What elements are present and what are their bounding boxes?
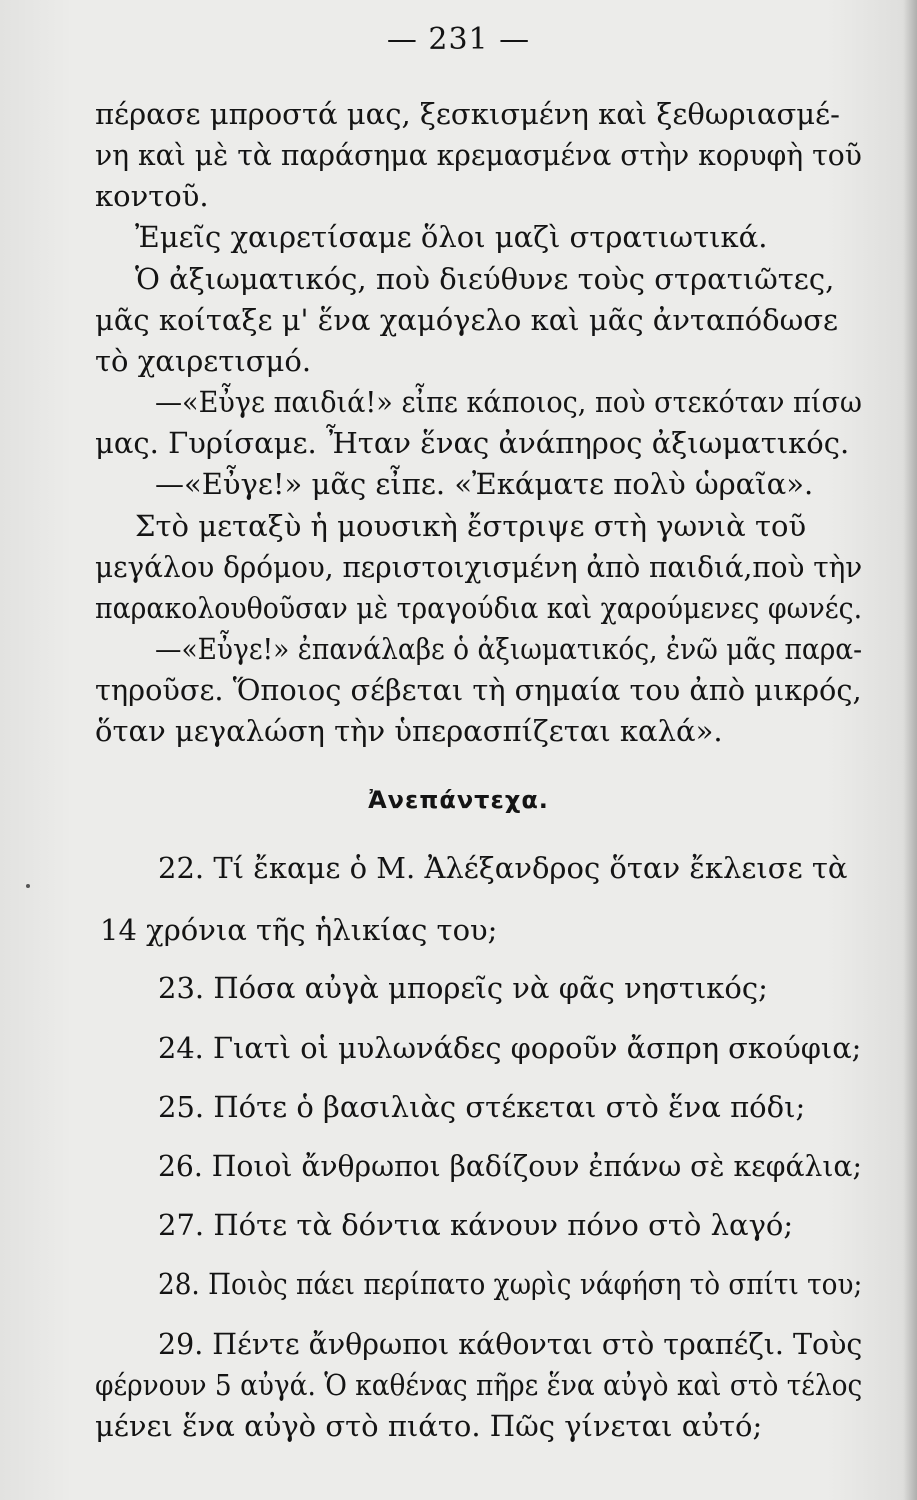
paper-speck (26, 884, 30, 888)
question-line: φέρνουν 5 αὐγά. Ὁ καθένας πῆρε ἕνα αὐγὸ καὶ στὸ τέλος (95, 1368, 863, 1402)
section-heading: Ἀνεπάντεχα. (368, 786, 549, 814)
question-line: μένει ἕνα αὐγὸ στὸ πιάτο. Πῶς γίνεται αὐτό; (95, 1409, 763, 1443)
page-edge-shadow (903, 0, 917, 1500)
text-line: Στὸ μεταξὺ ἡ μουσικὴ ἔστριψε στὴ γωνιὰ τοῦ (135, 509, 807, 543)
text-line: Ὁ ἀξιωματικός, ποὺ διεύθυνε τοὺς στρατιῶτες, (135, 262, 835, 296)
text-line: —«Εὖγε!» ἐπανάλαβε ὁ ἀξιωματικός, ἐνῶ μᾶς παρα- (155, 632, 863, 666)
page-number: — 231 — (386, 22, 531, 57)
text-line: μας. Γυρίσαμε. Ἦταν ἕνας ἀνάπηρος ἀξιωματικός. (95, 426, 850, 460)
question-line: 26. Ποιοὶ ἄνθρωποι βαδίζουν ἐπάνω σὲ κεφάλια; (158, 1149, 862, 1183)
text-line: παρακολουθοῦσαν μὲ τραγούδια καὶ χαρούμενες φωνές. (95, 591, 863, 625)
question-line: 22. Τί ἔκαμε ὁ Μ. Ἀλέξανδρος ὅταν ἔκλεισε τὰ (158, 851, 848, 885)
text-line: τηροῦσε. Ὅποιος σέβεται τὴ σημαία του ἀπὸ μικρός, (95, 673, 862, 707)
question-line: 29. Πέντε ἄνθρωποι κάθονται στὸ τραπέζι. Τοὺς (158, 1327, 863, 1361)
text-line: —«Εὖγε παιδιά!» εἶπε κάποιος, ποὺ στεκόταν πίσω (155, 385, 862, 419)
text-line: νη καὶ μὲ τὰ παράσημα κρεμασμένα στὴν κορυφὴ τοῦ (95, 138, 862, 172)
question-line: 27. Πότε τὰ δόντια κάνουν πόνο στὸ λαγό; (158, 1208, 794, 1242)
question-line: 24. Γιατὶ οἱ μυλωνάδες φοροῦν ἄσπρη σκούφια; (158, 1031, 862, 1065)
text-line: —«Εὖγε!» μᾶς εἶπε. «Ἐκάματε πολὺ ὡραῖα». (155, 467, 814, 501)
question-line: 23. Πόσα αὐγὰ μπορεῖς νὰ φᾶς νηστικός; (158, 971, 768, 1005)
question-line: 14 χρόνια τῆς ἡλικίας του; (100, 913, 498, 947)
question-line: 25. Πότε ὁ βασιλιὰς στέκεται στὸ ἕνα πόδι; (158, 1090, 806, 1124)
question-line: 28. Ποιὸς πάει περίπατο χωρὶς νάφήση τὸ σπίτι του; (158, 1267, 863, 1301)
text-line: πέρασε μπροστά μας, ξεσκισμένη καὶ ξεθωριασμέ- (95, 97, 840, 131)
text-line: μᾶς κοίταξε μ' ἕνα χαμόγελο καὶ μᾶς ἀνταπόδωσε (95, 303, 839, 337)
text-line: κοντοῦ. (95, 179, 209, 213)
text-line: Ἐμεῖς χαιρετίσαμε ὅλοι μαζὶ στρατιωτικά. (135, 220, 768, 254)
text-line: τὸ χαιρετισμό. (95, 344, 312, 378)
text-line: ὅταν μεγαλώση τὴν ὑπερασπίζεται καλά». (95, 714, 723, 748)
text-line: μεγάλου δρόμου, περιστοιχισμένη ἀπὸ παιδιά,ποὺ τὴν (95, 550, 863, 584)
